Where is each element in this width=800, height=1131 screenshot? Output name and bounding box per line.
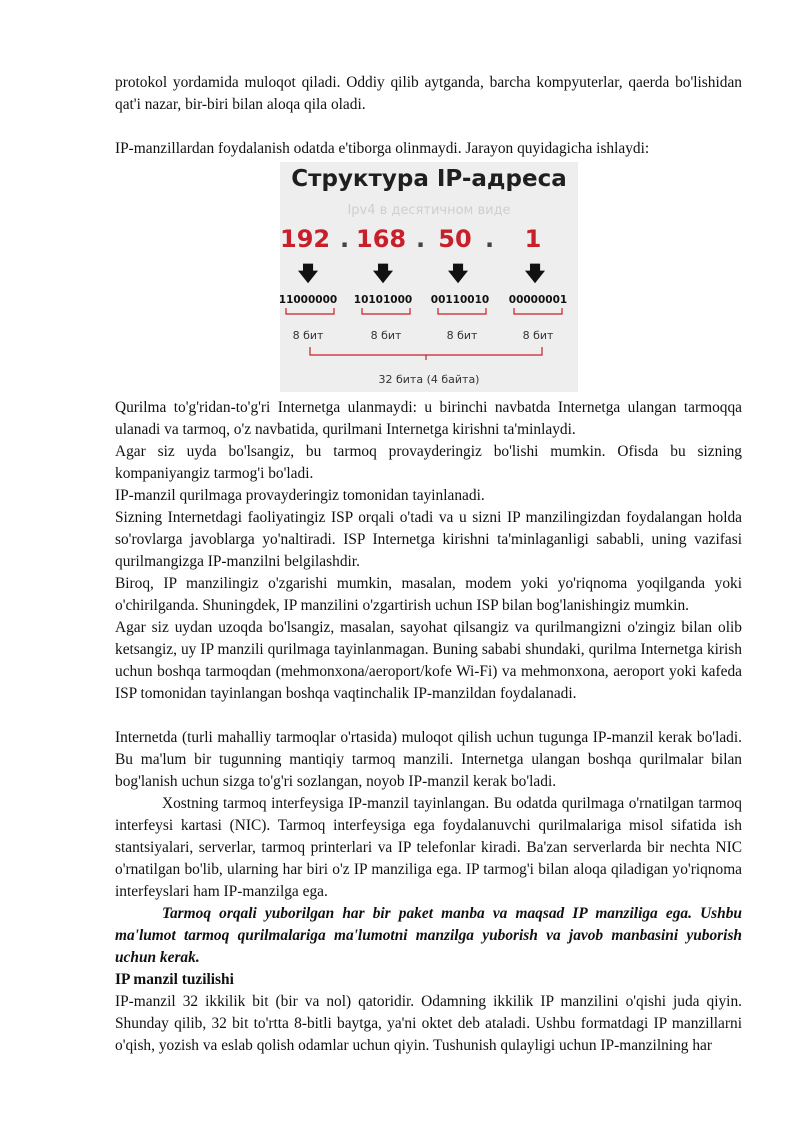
bit-label: 8 бит xyxy=(522,329,554,342)
octet-3: 50 xyxy=(438,225,472,253)
bracket-total xyxy=(310,347,542,355)
paragraph-network: Internetda (turli mahalliy tarmoqlar o'rtasida) muloqot qilish uchun tugunga IP-manzil kerak bo'ladi. Bu ma'lum bir tugunning mantiqiy tarmoq manzili. Internetga ulangan boshqa qurilmalar bilan bog'lanish uchun sizga to'g'ri sozlangan, noyob IP-manzil kerak bo'ladi. xyxy=(115,729,742,790)
binary-octet-3: 00110010 xyxy=(430,294,490,306)
paragraph-isp: Sizning Internetdagi faoliyatingiz ISP orqali o'tadi va u sizni IP manzilingizdan foydalangan holda so'rovlarga javoblarga yo'naltiradi. ISP Internetga kirishni ta'minlaganligi sababli, uning vazifasi qurilmangizga IP-manzilni belgilashdir. xyxy=(115,509,742,570)
figure-container xyxy=(115,162,742,394)
total-bits-label: 32 бита (4 байта) xyxy=(378,373,480,386)
octet-1: 192 xyxy=(280,225,331,253)
octet-dot: . xyxy=(416,225,426,253)
bit-label: 8 бит xyxy=(292,329,324,342)
octet-dot: . xyxy=(485,225,495,253)
octet-2: 168 xyxy=(356,225,407,253)
bracket-byte-4 xyxy=(514,308,562,314)
paragraph-ip-usage: IP-manzillardan foydalanish odatda e'tiborga olinmaydi. Jarayon quyidagicha ishlaydi: xyxy=(115,140,650,157)
section-heading: IP manzil tuzilishi xyxy=(115,971,234,988)
figure-subtitle: Ipv4 в десятичном виде xyxy=(347,203,511,218)
paragraph-travel: Agar siz uydan uzoqda bo'lsangiz, masalan, sayohat qilsangiz va qurilmangizni o'zingiz bilan olib ketsangiz, uy IP manzili qurilmaga tayinlanmagan. Buning sababi shundaki, qurilma Internetga kirish uchun boshqa tarmoqdan (mehmonxona/aeroport/kofe Wi-Fi) va mehmonxona, aeroport yoki kafeda ISP tomonidan tayinlangan boshqa vaqtinchalik IP-manzildan foydalanadi. xyxy=(115,619,742,702)
arrow-down-icon: 🡇 xyxy=(447,261,469,285)
paragraph-structure: IP-manzil 32 ikkilik bit (bir va nol) qatoridir. Odamning ikkilik IP manzilini o'qishi juda qiyin. Shunday qilib, 32 bit to'rtta 8-bitli baytga, ya'ni oktet deb ataladi. Ushbu formatdagi IP manzillarni o'qish, yozish va eslab qolish odamlar uchun qiyin. Tushunish qulayligi uchun IP-manzilning har xyxy=(115,993,742,1054)
spacer xyxy=(115,705,742,727)
paragraph-protocol: protokol yordamida muloqot qiladi. Oddiy qilib aytganda, barcha kompyuterlar, qaerda bo'lishidan qat'i nazar, bir-biri bilan aloqa qila oladi. xyxy=(115,74,742,113)
bracket-byte-1 xyxy=(286,308,334,314)
bracket-byte-3 xyxy=(438,308,486,314)
binary-octet-2: 10101000 xyxy=(353,294,413,306)
paragraph-emphasis: Tarmoq orqali yuborilgan har bir paket manba va maqsad IP manziliga ega. Ushbu ma'lumot tarmoq qurilmalariga ma'lumotni manzilga yuborish va javob manbasini yuborish uchun kerak. xyxy=(115,905,742,966)
paragraph-change: Biroq, IP manzilingiz o'zgarishi mumkin, masalan, modem yoki yo'riqnoma yoqilganda yoki o'chirilganda. Shuningdek, IP manzilini o'zgartirish uchun ISP bilan bog'lanishingiz mumkin. xyxy=(115,575,742,614)
arrow-down-icon: 🡇 xyxy=(372,261,394,285)
binary-octet-4: 00000001 xyxy=(508,294,568,306)
arrow-down-icon: 🡇 xyxy=(297,261,319,285)
bit-label: 8 бит xyxy=(370,329,402,342)
bit-label: 8 бит xyxy=(446,329,478,342)
paragraph-connection: Qurilma to'g'ridan-to'g'ri Internetga ulanmaydi: u birinchi navbatda Internetga ulangan tarmoqqa ulanadi va tarmoq, o'z navbatida, qurilmani Internetga kirishni ta'minlaydi. xyxy=(115,399,742,438)
paragraph-host: Xostning tarmoq interfeysiga IP-manzil tayinlangan. Bu odatda qurilmaga o'rnatilgan tarmoq interfeysi kartasi (NIC). Tarmoq interfeysiga ega foydalanuvchi qurilmalariga misol sifatida ish stantsiyalari, serverlar, tarmoq printerlari va IP telefonlar kiradi. Ba'zan serverlarda bir nechta NIC o'rnatilgan bo'lib, ularning har biri o'z IP manziliga ega. IP tarmog'i bilan aloqa qiladigan yo'riqnoma interfeyslari ham IP-manzilga ega. xyxy=(115,795,742,900)
paragraph-home-office: Agar siz uyda bo'lsangiz, bu tarmoq provayderingiz bo'lishi mumkin. Ofisda bu sizning kompaniyangiz tarmog'i bo'ladi. xyxy=(115,443,742,482)
arrow-down-icon: 🡇 xyxy=(524,261,546,285)
binary-octet-1: 11000000 xyxy=(278,294,338,306)
octet-4: 1 xyxy=(524,225,542,253)
bracket-byte-2 xyxy=(362,308,410,314)
octet-dot: . xyxy=(340,225,350,253)
figure-title: Структура IP-адреса xyxy=(291,166,567,192)
paragraph-assigned: IP-manzil qurilmaga provayderingiz tomonidan tayinlanadi. xyxy=(115,487,485,504)
document-page xyxy=(115,72,742,1057)
spacer xyxy=(115,116,742,138)
bracket-lines xyxy=(280,162,578,392)
ip-structure-figure xyxy=(280,162,578,392)
